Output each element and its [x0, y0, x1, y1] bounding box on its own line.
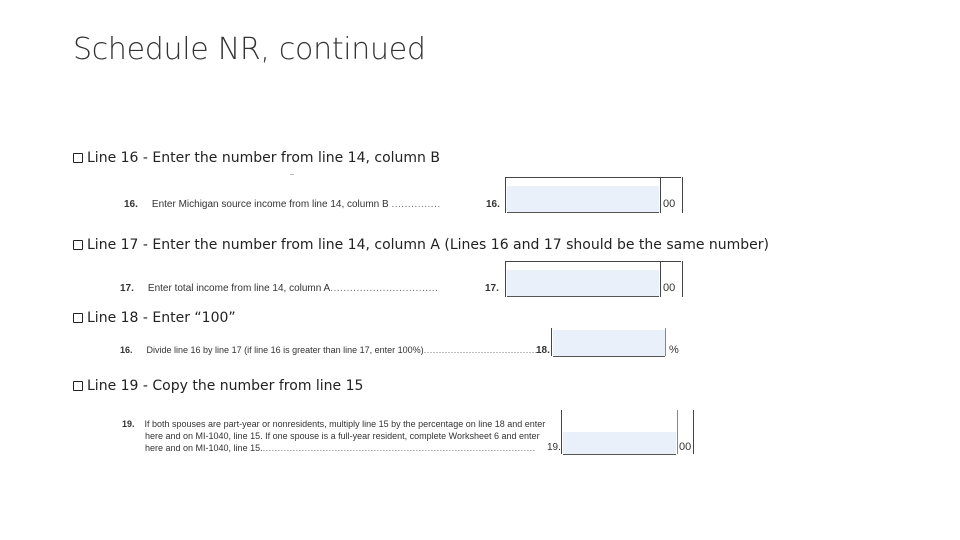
line-number: 16.	[120, 345, 133, 355]
bullet-text: Line 16 - Enter the number from line 14, column B	[87, 150, 440, 166]
leader-dots: ......................................	[423, 345, 538, 355]
bullet-line-18	[73, 310, 236, 326]
line-number: 17.	[120, 283, 134, 294]
line-label: here and on MI-1040, line 15. If one spouse is a full-year resident, complete Worksheet 6 and enter	[145, 431, 540, 441]
line-ref: 17.	[485, 283, 499, 294]
form-line-19	[122, 418, 545, 454]
form-line-16	[124, 199, 441, 210]
line-label: here and on MI-1040, line 15.	[145, 443, 263, 453]
form-line-18	[120, 345, 538, 355]
line-ref: 16.	[486, 199, 500, 210]
amount-field[interactable]	[563, 432, 676, 455]
amount-field[interactable]	[507, 186, 659, 213]
line-ref: 19.	[547, 442, 561, 453]
cents-label: 00	[663, 198, 676, 210]
leader-dots: ...............	[391, 199, 441, 210]
percent-field[interactable]	[553, 330, 665, 357]
checkbox-bullet-icon	[73, 381, 83, 391]
line-label: Enter Michigan source income from line 14, column B	[151, 199, 389, 210]
bullet-text: Line 19 - Copy the number from line 15	[87, 378, 364, 394]
line-number: 16.	[124, 199, 138, 210]
line-ref: 18.	[536, 345, 550, 356]
checkbox-bullet-icon	[73, 240, 83, 250]
line-label: Enter total income from line 14, column A	[147, 283, 331, 294]
line-label: If both spouses are part-year or nonresidents, multiply line 15 by the percentage on line 18 and enter	[144, 419, 546, 429]
amount-field[interactable]	[507, 270, 659, 297]
bullet-text: Line 18 - Enter “100”	[87, 310, 236, 326]
percent-label: %	[669, 344, 679, 356]
line-number: 19.	[122, 419, 135, 429]
slide-title: Schedule NR, continued	[73, 32, 426, 67]
bullet-line-16	[73, 150, 440, 166]
form-line-17	[120, 283, 438, 294]
bullet-line-19	[73, 378, 363, 394]
cents-label: 00	[663, 282, 676, 294]
cents-label: 00	[679, 441, 692, 453]
bullet-line-17	[73, 237, 769, 253]
leader-dots: .................................	[330, 283, 439, 294]
checkbox-bullet-icon	[73, 153, 83, 163]
bullet-text: Line 17 - Enter the number from line 14, column A (Lines 16 and 17 should be the same number)	[87, 237, 769, 253]
checkbox-bullet-icon	[73, 313, 83, 323]
line-label: Divide line 16 by line 17 (if line 16 is greater than line 17, enter 100%)	[146, 345, 424, 355]
leader-dots: ...........................................................................................	[262, 443, 536, 453]
